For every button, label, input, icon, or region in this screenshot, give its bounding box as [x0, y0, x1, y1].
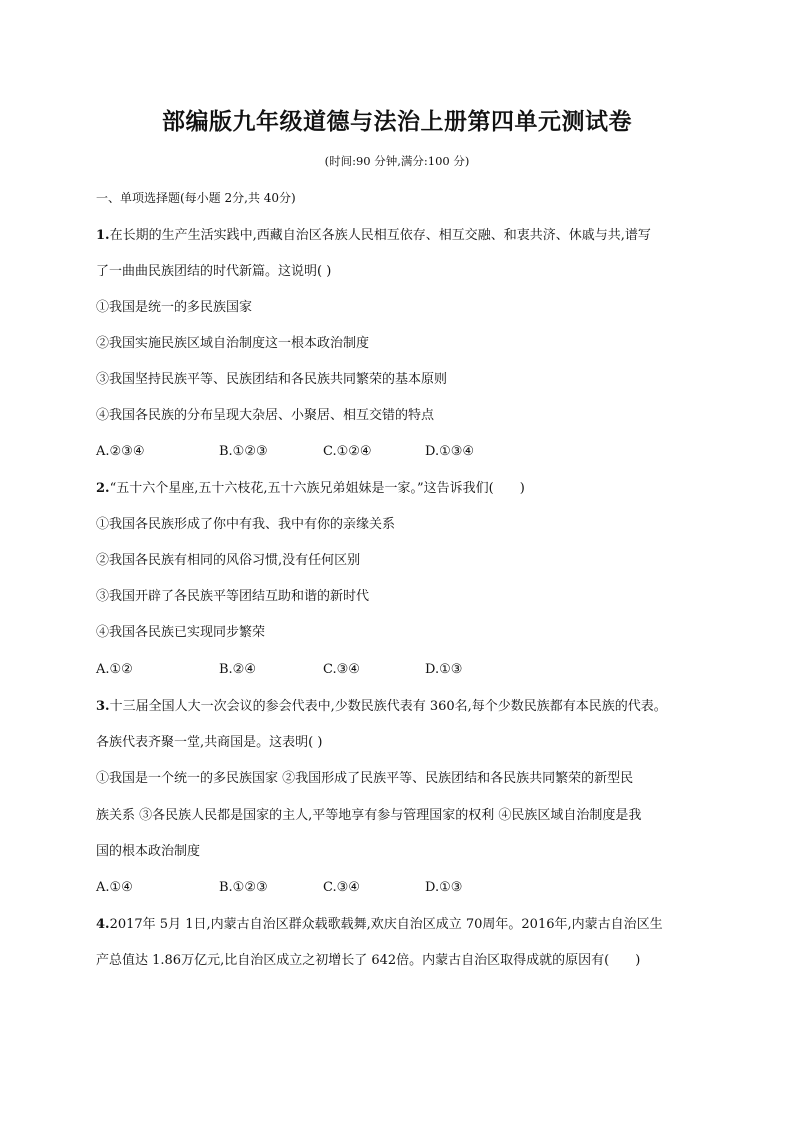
question-1-number: 1.	[96, 228, 110, 243]
question-3-stem-line-3: ①我国是一个统一的多民族国家 ②我国形成了民族平等、民族团结和各民族共同繁荣的新型民	[96, 771, 634, 786]
question-3-stem-line-5: 国的根本政治制度	[96, 844, 201, 859]
option-b: B.②④	[219, 662, 256, 677]
question-3-stem-line-2: 各族代表齐聚一堂,共商国是。这表明( )	[96, 735, 323, 750]
option-c: C.①②④	[323, 444, 372, 459]
option-b: B.①②③	[219, 880, 268, 895]
question-3-options	[96, 879, 596, 897]
option-d: D.①③	[425, 880, 463, 895]
question-2-statement-1: ①我国各民族形成了你中有我、我中有你的亲缘关系	[96, 517, 396, 532]
question-1-statement-2: ②我国实施民族区域自治制度这一根本政治制度	[96, 336, 370, 351]
question-3-stem-line-1: 3.十三届全国人大一次会议的参会代表中,少数民族代表有 360名,每个少数民族都有本民族的代表。	[96, 699, 667, 714]
question-2-statement-2: ②我国各民族有相同的风俗习惯,没有任何区别	[96, 553, 361, 568]
option-b: B.①②③	[219, 444, 268, 459]
question-3-number: 3.	[96, 699, 110, 714]
question-2-statement-4: ④我国各民族已实现同步繁荣	[96, 625, 266, 640]
question-1-options	[96, 443, 596, 461]
question-1-stem-line-2: 了一曲曲民族团结的时代新篇。这说明( )	[96, 264, 332, 279]
exam-time-score: (时间:90 分钟,满分:100 分)	[324, 154, 470, 168]
question-2-statement-3: ③我国开辟了各民族平等团结互助和谐的新时代	[96, 589, 370, 604]
question-1-statement-1: ①我国是统一的多民族国家	[96, 300, 253, 315]
question-4-stem-line-1: 4.2017年 5月 1日,内蒙古自治区群众载歌载舞,欢庆自治区成立 70周年。2016年,内蒙古自治区生	[96, 917, 663, 932]
option-a: A.①④	[96, 880, 133, 895]
option-a: A.②③④	[96, 444, 145, 459]
question-4-number: 4.	[96, 917, 110, 932]
question-2-options	[96, 661, 596, 679]
question-1-stem-line-1: 1.在长期的生产生活实践中,西藏自治区各族人民相互依存、相互交融、和衷共济、休戚与共,谱写	[96, 228, 651, 243]
option-c: C.③④	[323, 662, 360, 677]
question-3-stem-line-4: 族关系 ③各民族人民都是国家的主人,平等地享有参与管理国家的权利 ④民族区域自治制度是我	[96, 808, 642, 823]
question-2-stem: 2.“五十六个星座,五十六枝花,五十六族兄弟姐妹是一家。”这告诉我们( )	[96, 481, 525, 496]
question-1-statement-4: ④我国各民族的分布呈现大杂居、小聚居、相互交错的特点	[96, 408, 435, 423]
question-2-number: 2.	[96, 481, 110, 496]
section-heading: 一、单项选择题(每小题 2分,共 40分)	[96, 191, 296, 205]
option-d: D.①③	[425, 662, 463, 677]
question-4-stem-line-2: 产总值达 1.86万亿元,比自治区成立之初增长了 642倍。内蒙古自治区取得成就的原因有( )	[96, 953, 641, 968]
page-title: 部编版九年级道德与法治上册第四单元测试卷	[162, 109, 632, 135]
question-1-statement-3: ③我国坚持民族平等、民族团结和各民族共同繁荣的基本原则	[96, 372, 448, 387]
option-c: C.③④	[323, 880, 360, 895]
option-a: A.①②	[96, 662, 133, 677]
option-d: D.①③④	[425, 444, 475, 459]
